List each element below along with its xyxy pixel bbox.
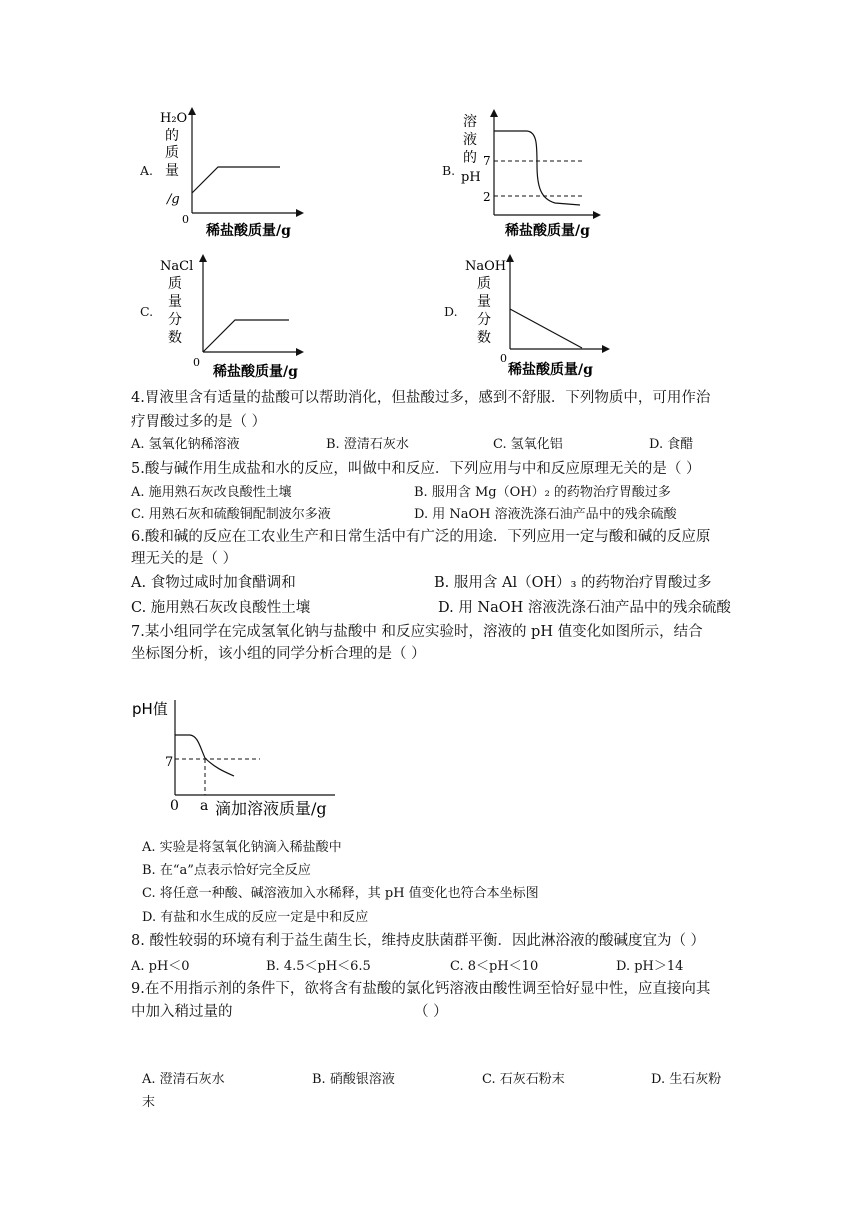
tick-label: 7 — [165, 755, 174, 770]
q4-stem: 疗胃酸过多的是（ ） — [131, 414, 267, 430]
graph-q7 — [130, 692, 350, 822]
x-arrow — [593, 211, 601, 219]
q5-option-a[interactable]: A. 施用熟石灰改良酸性土壤 — [131, 485, 292, 500]
y-label: 数 — [477, 330, 491, 346]
q5-option-b[interactable]: B. 服用含 Mg（OH）₂ 的药物治疗胃酸过多 — [414, 485, 671, 500]
q6-option-c[interactable]: C. 施用熟石灰改良酸性土壤 — [131, 600, 311, 616]
y-label: /g — [167, 192, 180, 207]
q6-option-a[interactable]: A. 食物过咸时加食醋调和 — [131, 575, 296, 591]
y-label: 分 — [477, 312, 491, 328]
y-label: pH值 — [132, 700, 168, 718]
y-label: 的 — [463, 150, 477, 166]
q4-stem: 4.胃液里含有适量的盐酸可以帮助消化，但盐酸过多，感到不舒服．下列物质中，可用作治 — [131, 390, 711, 406]
q4-option-d[interactable]: D. 食醋 — [649, 437, 694, 452]
q8-option-d[interactable]: D. pH＞14 — [616, 959, 684, 974]
q6-option-d[interactable]: D. 用 NaOH 溶液洗涤石油产品中的残余硫酸 — [438, 600, 731, 616]
graph-b — [455, 105, 615, 240]
q7-stem: 7.某小组同学在完成氢氧化钠与盐酸中 和反应实验时，溶液的 pH 值变化如图所示，结合 — [131, 624, 703, 640]
x-arrow — [602, 345, 610, 353]
y-label: 质 — [168, 276, 182, 292]
q4-option-c[interactable]: C. 氢氧化铝 — [493, 437, 563, 452]
graph-c — [155, 250, 315, 385]
origin-label: 0 — [500, 352, 507, 365]
q9-answer-paren: （ ） — [414, 1004, 448, 1020]
tick-label: 2 — [483, 190, 491, 204]
q8-option-b[interactable]: B. 4.5＜pH＜6.5 — [266, 959, 371, 974]
x-label: 滴加溶液质量/g — [215, 799, 327, 818]
option-label: B. — [442, 163, 456, 178]
origin-label: 0 — [182, 213, 189, 226]
q9-option-c[interactable]: C. 石灰石粉末 — [482, 1072, 565, 1087]
option-label: A. — [140, 163, 154, 178]
y-arrow — [506, 254, 514, 262]
y-label: 量 — [168, 294, 182, 310]
graph-a — [150, 105, 310, 240]
q9-stem: 中加入稍过量的 — [131, 1004, 233, 1020]
curve — [510, 309, 582, 348]
q9-option-b[interactable]: B. 硝酸银溶液 — [312, 1072, 395, 1087]
graph-d — [460, 250, 620, 385]
q9-option-d[interactable]: D. 生石灰粉 — [651, 1072, 722, 1087]
q9-stem: 9.在不用指示剂的条件下，欲将含有盐酸的氯化钙溶液由酸性调至恰好显中性，应直接向其 — [131, 981, 711, 997]
y-label: 数 — [168, 330, 182, 346]
y-label: 的 — [165, 128, 179, 144]
y-label: pH — [461, 170, 481, 185]
q4-option-b[interactable]: B. 澄清石灰水 — [326, 437, 409, 452]
origin-label: 0 — [193, 356, 200, 369]
y-label: 量 — [477, 294, 491, 310]
y-label: NaCl — [160, 259, 194, 274]
x-arrow — [296, 348, 304, 356]
y-label: H₂O — [160, 111, 188, 126]
y-label: NaOH — [465, 259, 507, 274]
q7-option-b[interactable]: B. 在“a”点表示恰好完全反应 — [142, 863, 311, 878]
curve — [203, 320, 289, 352]
q7-option-a[interactable]: A. 实验是将氢氧化钠滴入稀盐酸中 — [142, 840, 342, 855]
q8-option-c[interactable]: C. 8＜pH＜10 — [450, 959, 539, 974]
y-arrow — [188, 107, 196, 115]
y-label: 分 — [168, 312, 182, 328]
q8-stem: 8. 酸性较弱的环境有利于益生菌生长，维持皮肤菌群平衡．因此淋浴液的酸碱度宜为（ ） — [131, 933, 706, 949]
y-arrow — [199, 254, 207, 262]
q6-stem: 6.酸和碱的反应在工农业生产和日常生活中有广泛的用途．下列应用一定与酸和碱的反应原 — [131, 529, 711, 545]
y-label: 量 — [165, 163, 179, 179]
q4-option-a[interactable]: A. 氢氧化钠稀溶液 — [131, 437, 240, 452]
y-label: 溶 — [463, 114, 477, 130]
y-label: 质 — [165, 145, 179, 161]
x-label: 稀盐酸质量/g — [206, 223, 291, 239]
q7-stem: 坐标图分析，该小组的同学分析合理的是（ ） — [131, 646, 426, 662]
q7-option-c[interactable]: C. 将任意一种酸、碱溶液加入水稀释，其 pH 值变化也符合本坐标图 — [142, 886, 539, 901]
x-arrow — [296, 209, 304, 217]
point-label: a — [200, 798, 209, 814]
curve — [192, 167, 280, 193]
x-label: 稀盐酸质量/g — [213, 364, 298, 380]
q5-option-d[interactable]: D. 用 NaOH 溶液洗涤石油产品中的残余硫酸 — [414, 507, 677, 522]
q5-option-c[interactable]: C. 用熟石灰和硫酸铜配制波尔多液 — [131, 507, 331, 522]
option-label: C. — [140, 304, 154, 319]
tick-label: 7 — [483, 154, 491, 168]
q9-option-d-cont: 末 — [142, 1095, 156, 1110]
x-label: 稀盐酸质量/g — [505, 223, 590, 239]
q7-option-d[interactable]: D. 有盐和水生成的反应一定是中和反应 — [142, 910, 369, 925]
q6-option-b[interactable]: B. 服用含 Al（OH）₃ 的药物治疗胃酸过多 — [434, 575, 712, 591]
y-arrow — [490, 109, 498, 117]
q8-option-a[interactable]: A. pH＜0 — [131, 959, 190, 974]
y-label: 质 — [477, 276, 491, 292]
q6-stem: 理无关的是（ ） — [131, 551, 238, 567]
option-label: D. — [444, 304, 458, 319]
q9-option-a[interactable]: A. 澄清石灰水 — [142, 1072, 225, 1087]
q5-stem: 5.酸与碱作用生成盐和水的反应，叫做中和反应．下列应用与中和反应原理无关的是（ ） — [131, 461, 701, 477]
y-label: 液 — [463, 132, 477, 148]
x-label: 稀盐酸质量/g — [508, 362, 593, 378]
origin-label: 0 — [170, 798, 179, 814]
curve — [494, 131, 580, 205]
